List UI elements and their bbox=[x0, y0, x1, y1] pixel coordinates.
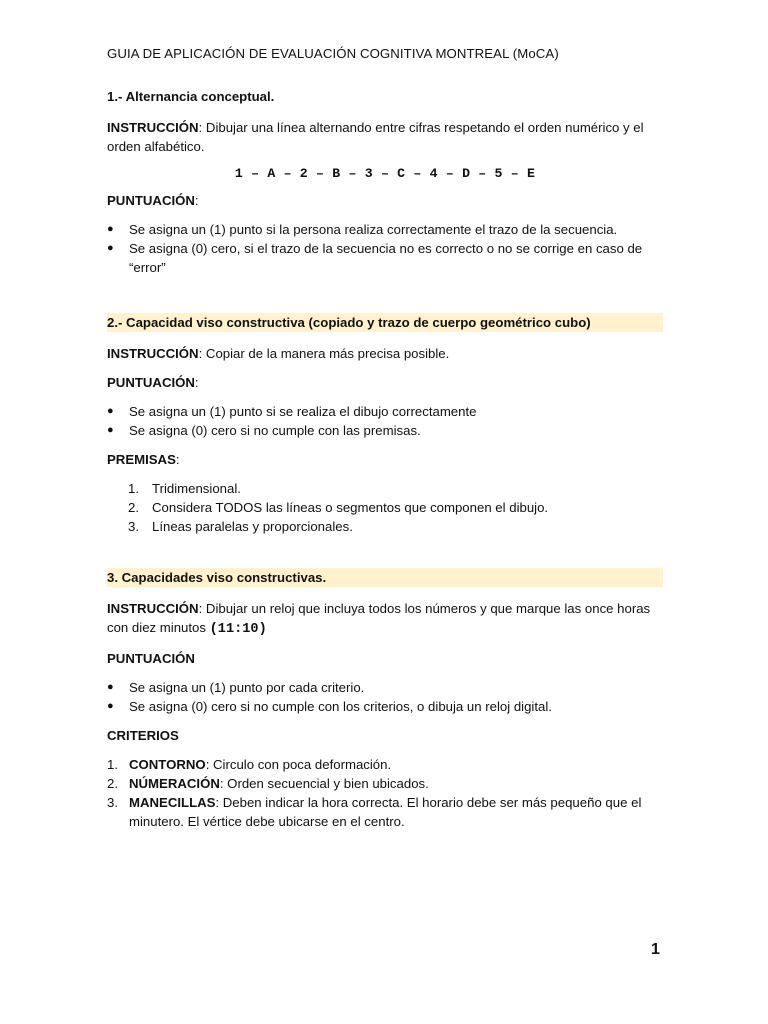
premises-colon: : bbox=[175, 452, 180, 467]
section-3-scoring-list bbox=[107, 678, 663, 716]
list-item bbox=[107, 239, 663, 277]
list-item bbox=[107, 793, 663, 831]
instruction-label: INSTRUCCIÓN bbox=[107, 601, 199, 616]
list-item-text: Se asigna un (1) punto si la persona realiza correctamente el trazo de la secuencia. bbox=[129, 222, 618, 237]
instruction-text: : Dibujar un reloj que incluya todos los números y que marque las once horas con diez minutos bbox=[107, 601, 651, 635]
section-2-scoring-heading bbox=[107, 373, 663, 392]
list-item bbox=[107, 220, 663, 239]
section-cubo bbox=[107, 313, 663, 536]
criteria-term: MANECILLAS bbox=[129, 795, 216, 810]
section-reloj bbox=[107, 568, 663, 831]
section-3-scoring-heading bbox=[107, 649, 663, 668]
section-2-heading: 2.- Capacidad viso constructiva (copiado y trazo de cuerpo geométrico cubo) bbox=[107, 313, 663, 332]
scoring-label: PUNTUACIÓN bbox=[107, 375, 195, 390]
section-1-scoring-list bbox=[107, 220, 663, 277]
scoring-colon: : bbox=[194, 375, 199, 390]
list-item bbox=[107, 402, 663, 421]
list-number: 1. bbox=[128, 481, 139, 496]
list-item-text: : Orden secuencial y bien ubicados. bbox=[219, 776, 429, 791]
list-item bbox=[107, 755, 663, 774]
list-item bbox=[107, 421, 663, 440]
section-3-criteria-heading bbox=[107, 726, 663, 745]
list-number: 2. bbox=[107, 776, 118, 791]
instruction-time: (11:10) bbox=[209, 622, 267, 637]
list-item-text: : Circulo con poca deformación. bbox=[205, 757, 392, 772]
page-number: 1 bbox=[651, 941, 660, 958]
list-item bbox=[107, 697, 663, 716]
list-item bbox=[107, 517, 663, 536]
section-1-instruction bbox=[107, 118, 663, 156]
instruction-label: INSTRUCCIÓN bbox=[107, 346, 199, 361]
section-3-heading: 3. Capacidades viso constructivas. bbox=[107, 568, 663, 587]
criteria-term: NÚMERACIÓN bbox=[129, 776, 220, 791]
bullet-icon: ● bbox=[107, 223, 114, 235]
list-number: 1. bbox=[107, 757, 118, 772]
list-item bbox=[107, 479, 663, 498]
section-2-scoring-list bbox=[107, 402, 663, 440]
list-item bbox=[107, 774, 663, 793]
criteria-term: CONTORNO bbox=[129, 757, 206, 772]
section-alternancia bbox=[107, 87, 663, 277]
list-item-text: Se asigna (0) cero si no cumple con los criterios, o dibuja un reloj digital. bbox=[129, 699, 552, 714]
list-number: 3. bbox=[107, 795, 118, 810]
instruction-text: : Copiar de la manera más precisa posible. bbox=[198, 346, 450, 361]
section-2-instruction bbox=[107, 344, 663, 363]
section-1-heading: 1.- Alternancia conceptual. bbox=[107, 89, 275, 104]
instruction-text: : Dibujar una línea alternando entre cifras respetando el orden numérico y el orden alfabético. bbox=[107, 120, 644, 154]
document-title: GUIA DE APLICACIÓN DE EVALUACIÓN COGNITIVA MONTREAL (MoCA) bbox=[107, 46, 559, 61]
scoring-colon: : bbox=[194, 193, 199, 208]
list-number: 3. bbox=[128, 519, 139, 534]
list-item-text: Se asigna un (1) punto si se realiza el dibujo correctamente bbox=[129, 404, 477, 419]
premises-label: PREMISAS bbox=[107, 452, 176, 467]
list-item-text: Se asigna (0) cero, si el trazo de la secuencia no es correcto o no se corrige en caso de “error” bbox=[129, 241, 643, 275]
criteria-list bbox=[107, 755, 663, 831]
document-page bbox=[107, 46, 663, 841]
list-item-text: Líneas paralelas y proporcionales. bbox=[152, 519, 353, 534]
list-number: 2. bbox=[128, 500, 139, 515]
bullet-icon: ● bbox=[107, 681, 114, 693]
list-item-text: Se asigna un (1) punto por cada criterio. bbox=[129, 680, 365, 695]
section-1-scoring-heading bbox=[107, 191, 663, 210]
list-item-text: Tridimensional. bbox=[152, 481, 241, 496]
bullet-icon: ● bbox=[107, 405, 114, 417]
scoring-label: PUNTUACIÓN bbox=[107, 193, 195, 208]
alternation-sequence: 1 – A – 2 – B – 3 – C – 4 – D – 5 – E bbox=[234, 166, 536, 181]
bullet-icon: ● bbox=[107, 424, 114, 436]
criteria-label: CRITERIOS bbox=[107, 728, 179, 743]
bullet-icon: ● bbox=[107, 700, 114, 712]
section-3-instruction bbox=[107, 599, 663, 639]
list-item-text: Se asigna (0) cero si no cumple con las premisas. bbox=[129, 423, 421, 438]
bullet-icon: ● bbox=[107, 242, 114, 254]
section-2-premises-heading bbox=[107, 450, 663, 469]
list-item bbox=[107, 498, 663, 517]
list-item bbox=[107, 678, 663, 697]
list-item-text: : Deben indicar la hora correcta. El horario debe ser más pequeño que el minutero. El vértice debe ubicarse en el centro. bbox=[129, 795, 642, 829]
premises-list bbox=[107, 479, 663, 536]
scoring-label: PUNTUACIÓN bbox=[107, 651, 195, 666]
list-item-text: Considera TODOS las líneas o segmentos que componen el dibujo. bbox=[152, 500, 549, 515]
instruction-label: INSTRUCCIÓN bbox=[107, 120, 199, 135]
